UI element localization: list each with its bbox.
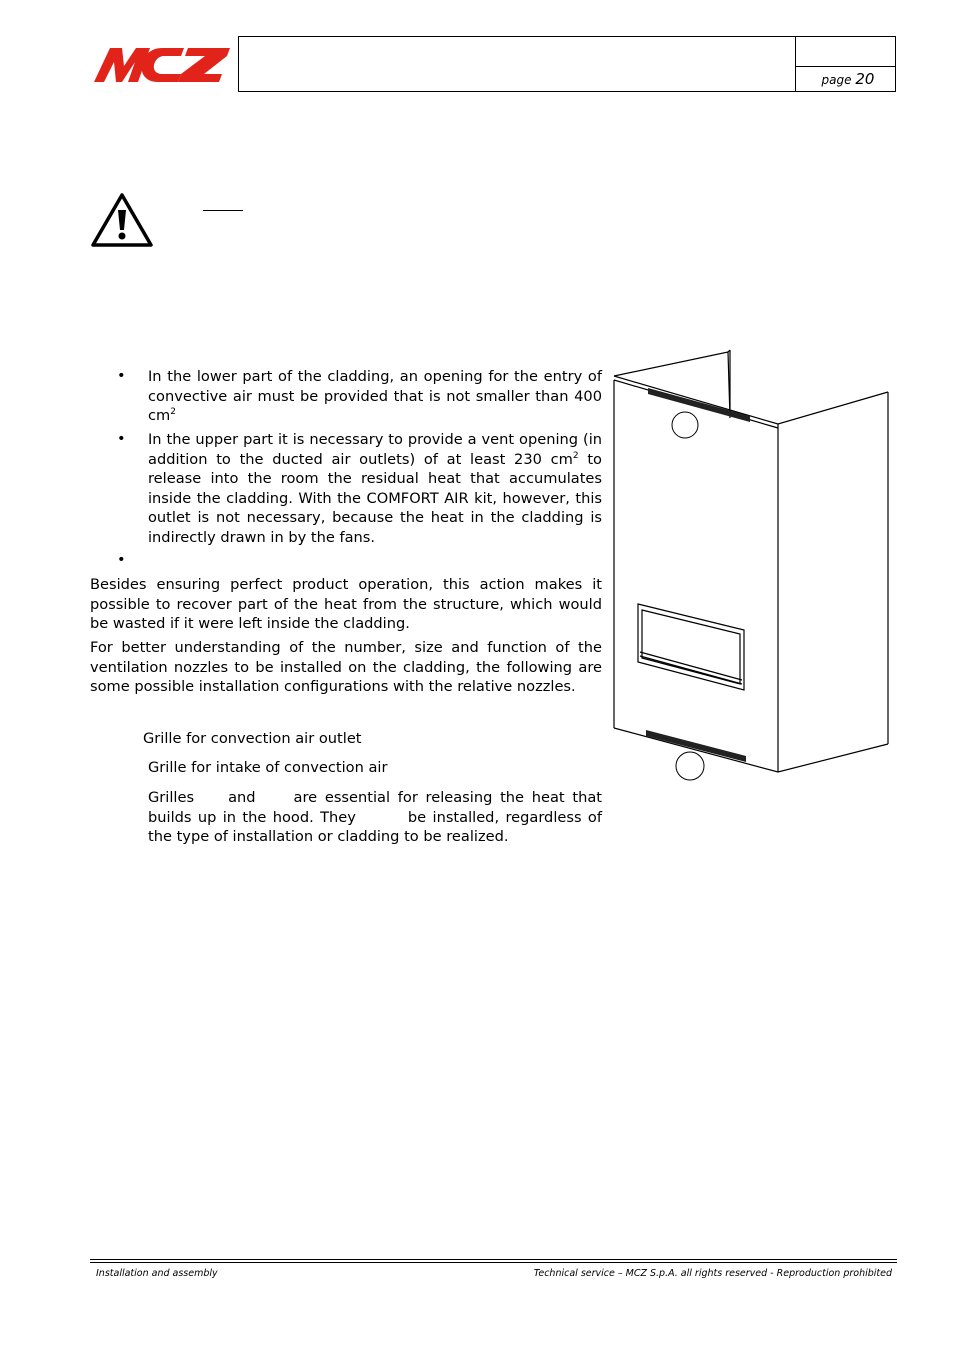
- paragraph: For better understanding of the number, size and function of the ventilation nozzles to be installed on the cladding, the following are some possible installation configurations with the relative nozzles.: [90, 639, 602, 696]
- page-label: page: [821, 73, 852, 87]
- header-divider: [795, 66, 896, 67]
- note-text: be installed, regardless of the type of installation or cladding to be realized.: [148, 808, 602, 846]
- grille-outlet-label: Grille for convection air outlet: [143, 730, 362, 747]
- cladding-illustration: [612, 346, 892, 786]
- note-text: are essential for releasing the heat that builds up in the hood. They: [148, 789, 602, 826]
- footer-rule: [90, 1262, 897, 1263]
- bullet-text: In the upper part it is necessary to provide a vent opening (in addition to the ducted air outlets) of at least 230 cm: [148, 431, 602, 468]
- page-number: 20: [855, 70, 875, 88]
- footer-rule: [90, 1259, 897, 1260]
- page-number-label: [800, 70, 896, 88]
- header-title-box: [238, 36, 896, 92]
- bullet-text: to release into the room the residual heat that accumulates inside the cladding. With the COMFORT AIR kit, however, this outlet is not necessary, because the heat in the cladding is indirectly drawn in by the fans.: [148, 450, 602, 546]
- paragraph: Besides ensuring perfect product operation, this action makes it possible to recover part of the heat from the structure, which would be wasted if it were left inside the cladding.: [90, 576, 602, 633]
- bullet-item: [148, 430, 602, 548]
- bullet-marker: •: [117, 367, 126, 384]
- bullet-text: In the lower part of the cladding, an opening for the entry of convective air must be provided that is not smaller than 400 cm: [148, 368, 602, 425]
- note-text: Grilles: [148, 789, 195, 806]
- grille-note: [148, 788, 602, 847]
- grille-intake-label: Grille for intake of convection air: [148, 759, 388, 776]
- warning-triangle-icon: [90, 192, 154, 248]
- footer-right: Technical service – MCZ S.p.A. all rights reserved - Reproduction prohibited: [533, 1268, 892, 1279]
- bullet-marker: •: [117, 551, 126, 568]
- warning-underline: [203, 210, 243, 211]
- bullet-item: [148, 367, 602, 426]
- header-divider: [795, 36, 796, 92]
- superscript: 2: [572, 450, 579, 461]
- note-text: and: [228, 789, 256, 806]
- mcz-logo: [92, 42, 232, 88]
- bullet-marker: •: [117, 430, 126, 447]
- footer-left: Installation and assembly: [96, 1268, 218, 1279]
- superscript: 2: [170, 407, 176, 418]
